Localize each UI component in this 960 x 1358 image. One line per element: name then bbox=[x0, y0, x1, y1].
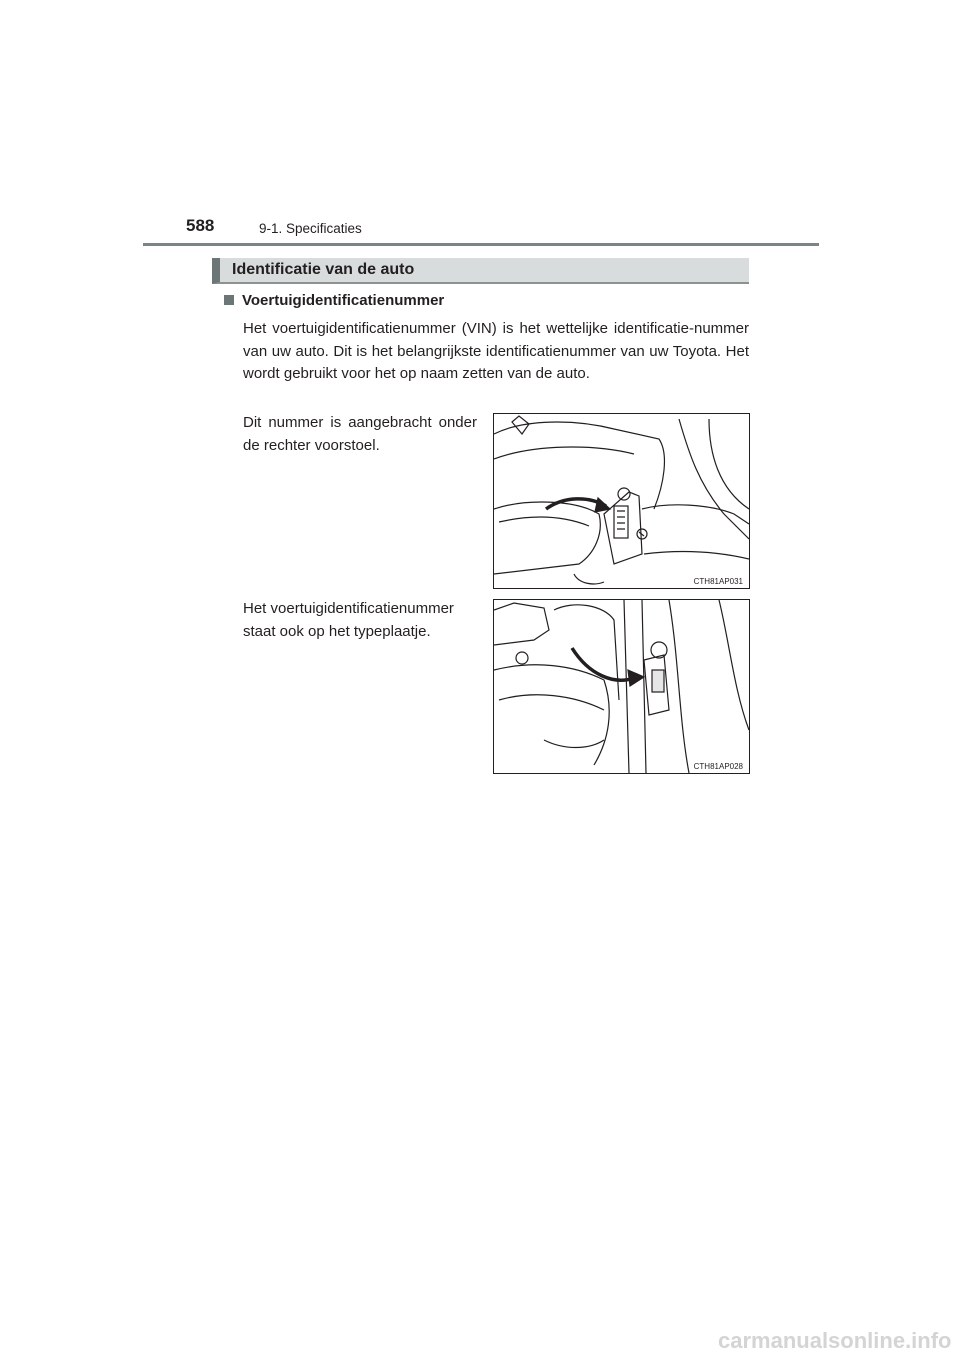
section-header bbox=[212, 258, 749, 284]
section-title: Identificatie van de auto bbox=[232, 261, 415, 278]
subheading-text: Voertuigidentificatienummer bbox=[242, 292, 445, 309]
vin-plate-text: Het voertuigidentificatienummer staat ook op het typeplaatje. bbox=[243, 600, 454, 640]
vin-location-text: Dit nummer is aangebracht onder de rechter voorstoel. bbox=[243, 414, 477, 454]
header-rule bbox=[143, 243, 819, 246]
watermark: carmanualsonline.info bbox=[718, 1328, 952, 1353]
figure-code: CTH81AP028 bbox=[693, 762, 743, 771]
page-number: 588 bbox=[186, 216, 215, 235]
type-plate-illustration bbox=[493, 599, 750, 774]
square-bullet-icon bbox=[224, 295, 234, 305]
chapter-title: 9-1. Specificaties bbox=[259, 221, 362, 236]
figure-code: CTH81AP031 bbox=[693, 577, 743, 586]
vin-description: Het voertuigidentificatienummer (VIN) is het wettelijke identificatie-nummer van uw auto. Dit is het belangrijkste identificatienummer van uw Toyota. Het wordt gebruikt voor het op naam zetten van de auto. bbox=[243, 320, 749, 382]
subheading bbox=[224, 292, 444, 309]
seat-vin-illustration bbox=[493, 413, 750, 589]
